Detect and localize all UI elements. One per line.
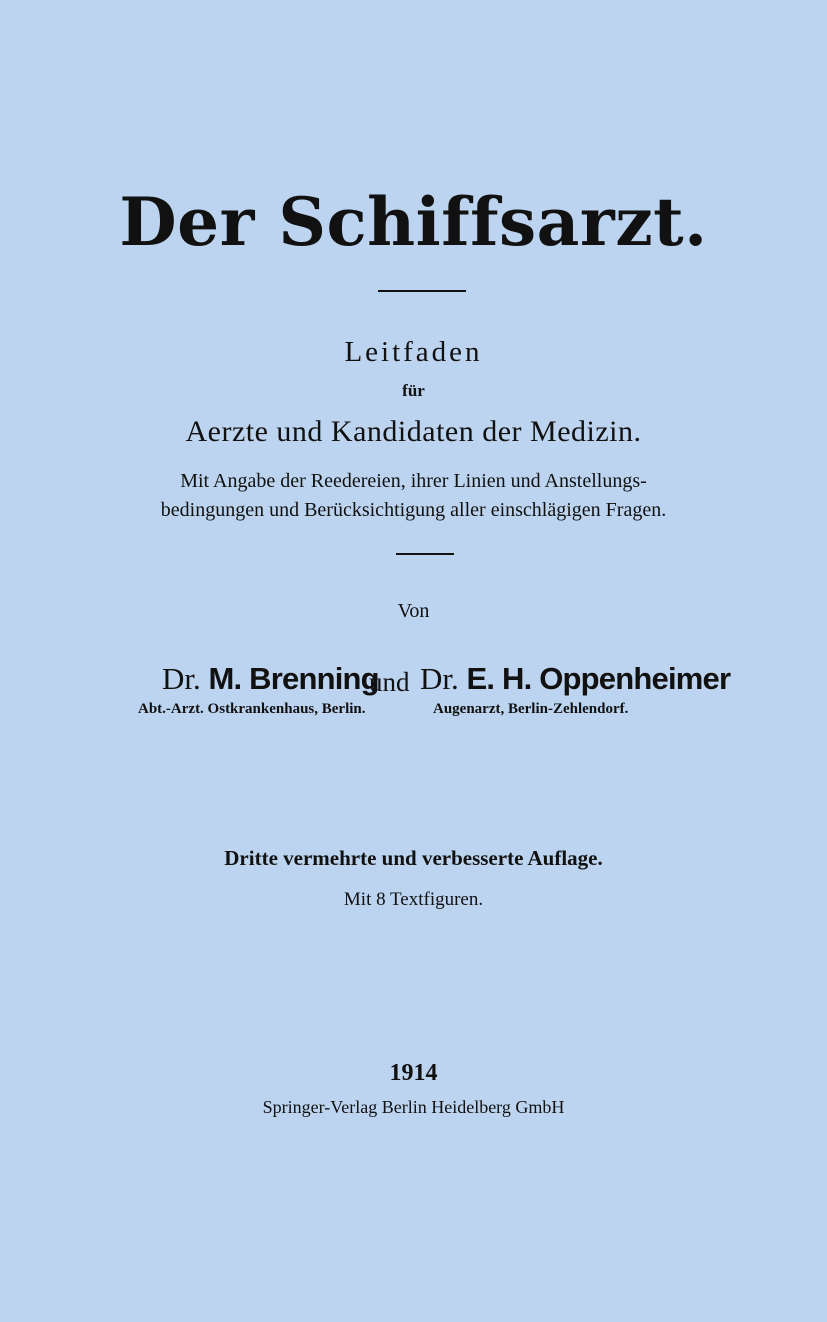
and-label: und: [369, 667, 410, 697]
subtitle: Leitfaden: [344, 336, 483, 368]
publication-year: 1914: [389, 1060, 438, 1086]
publisher: Springer-Verlag Berlin Heidelberg GmbH: [262, 1097, 565, 1117]
author-prefix: Dr.: [162, 661, 201, 696]
author-name: E. H. Oppenheimer: [466, 661, 731, 696]
author-brenning: [162, 659, 379, 699]
by-label: Von: [397, 600, 430, 622]
author-affiliation: Abt.-Arzt. Ostkrankenhaus, Berlin.: [138, 701, 366, 717]
author-name: M. Brenning: [208, 661, 379, 696]
description: [0, 467, 827, 525]
connector-text: für: [402, 381, 425, 400]
author-oppenheimer: [420, 659, 730, 699]
book-title: Der Schiffsarzt.: [119, 183, 708, 261]
audience-line: Aerzte und Kandidaten der Medizin.: [185, 415, 642, 448]
description-line: bedingungen und Berücksichtigung aller einschlägigen Fragen.: [160, 499, 667, 521]
edition-statement: Dritte vermehrte und verbesserte Auflage.: [224, 846, 603, 870]
author-prefix: Dr.: [420, 661, 459, 696]
figures-note: Mit 8 Textfiguren.: [343, 889, 484, 910]
author-affiliation: Augenarzt, Berlin-Zehlendorf.: [433, 701, 629, 717]
divider-rule: [396, 553, 454, 555]
divider-rule: [378, 290, 466, 292]
description-line: Mit Angabe der Reedereien, ihrer Linien und Anstellungs-: [180, 470, 647, 492]
